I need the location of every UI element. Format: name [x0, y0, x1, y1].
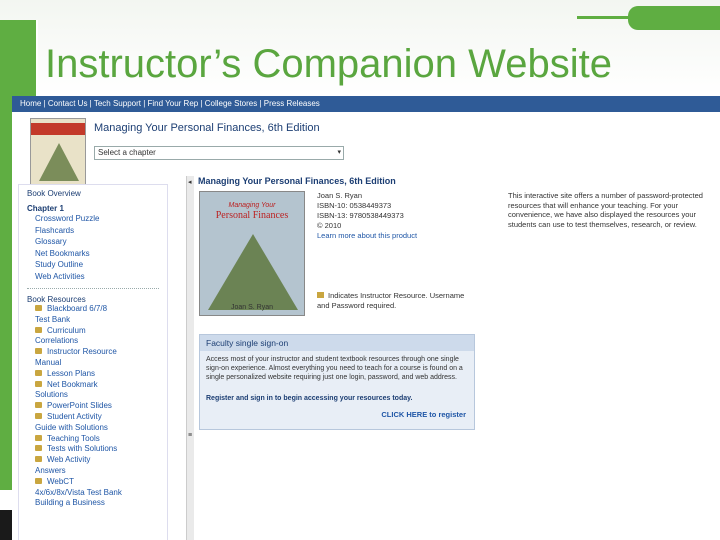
slide-decorative-line [577, 16, 632, 19]
resource-tests-solutions[interactable]: Tests with Solutions [19, 444, 167, 455]
left-navigation-panel [18, 184, 168, 540]
resource-net-bookmark-cont[interactable]: Solutions [35, 390, 68, 400]
chapter-select-value: Select a chapter [98, 148, 156, 157]
resource-instructor-manual-cont[interactable]: Manual [35, 357, 62, 367]
book-overview-heading[interactable]: Book Overview [27, 189, 81, 198]
meta-copyright: © 2010 [317, 221, 342, 230]
resource-student-activity-cont[interactable]: Guide with Solutions [35, 422, 108, 432]
chapter-select-dropdown[interactable] [94, 146, 344, 160]
slide-decorative-tab [628, 6, 720, 30]
meta-isbn10: ISBN-10: 0538449373 [317, 201, 392, 210]
lock-icon [35, 456, 42, 462]
link-glossary[interactable]: Glossary [35, 237, 67, 246]
lock-icon [35, 445, 42, 451]
resource-curriculum-cont[interactable]: Correlations [35, 336, 79, 346]
resource-lesson-plans[interactable]: Lesson Plans [19, 369, 167, 380]
nav-divider [27, 288, 159, 289]
book-resources-heading: Book Resources [27, 295, 86, 304]
lock-icon [35, 305, 42, 311]
website-screenshot [12, 96, 720, 540]
nav-press-releases[interactable]: Press Releases [263, 99, 320, 108]
sso-register-text: Register and sign in to begin accessing your resources today. [206, 395, 413, 402]
site-description: This interactive site offers a number of password-protected resources that will enhance your teaching. For your convenience, we have also displayed the resources your students can use to test themselves, research, or review. [508, 191, 703, 229]
main-book-title: Managing Your Personal Finances, 6th Edition [198, 176, 396, 186]
lock-legend-text: Indicates Instructor Resource. Username and Password required. [317, 291, 465, 310]
resource-building-business[interactable]: Building a Business [35, 498, 105, 508]
cover-author: Joan S. Ryan [230, 304, 274, 311]
chevron-down-icon: ▾ [337, 149, 341, 156]
lock-icon [35, 370, 42, 376]
slide-bottom-corner [0, 510, 12, 540]
link-study-outline[interactable]: Study Outline [35, 260, 84, 269]
nav-contact-us[interactable]: Contact Us [47, 99, 88, 108]
resource-blackboard[interactable]: Blackboard 6/7/8 [19, 304, 167, 315]
lock-icon [35, 327, 42, 333]
lock-icon [35, 478, 42, 484]
lock-icon [35, 413, 42, 419]
nav-find-your-rep[interactable]: Find Your Rep [147, 99, 199, 108]
link-crossword-puzzle[interactable]: Crossword Puzzle [35, 214, 100, 223]
resource-web-activity[interactable]: Web Activity [19, 455, 167, 466]
book-metadata [317, 191, 497, 241]
lock-icon [35, 435, 42, 441]
resource-web-activity-cont[interactable]: Answers [35, 465, 66, 475]
book-cover-thumbnail [30, 118, 86, 188]
lock-legend [317, 291, 477, 310]
resource-curriculum[interactable]: Curriculum [19, 326, 167, 337]
link-net-bookmarks[interactable]: Net Bookmarks [35, 248, 90, 258]
site-book-title: Managing Your Personal Finances, 6th Edition [94, 122, 320, 134]
chapter-heading: Chapter 1 [27, 204, 64, 213]
thumbnail-title-band [31, 123, 85, 135]
nav-tech-support[interactable]: Tech Support [93, 99, 141, 108]
lock-icon [35, 402, 42, 408]
resource-powerpoint[interactable]: PowerPoint Slides [19, 401, 167, 412]
resource-webct[interactable]: WebCT [19, 477, 167, 488]
collapse-arrow-icon[interactable]: ◂ [188, 179, 192, 186]
thumbnail-card-pyramid [39, 143, 79, 181]
resource-net-bookmark[interactable]: Net Bookmark [19, 380, 167, 391]
link-flashcards[interactable]: Flashcards [35, 225, 75, 235]
cover-title-line2: Personal Finances [215, 210, 289, 221]
lock-icon [317, 292, 324, 298]
meta-isbn13: ISBN-13: 9780538449373 [317, 211, 404, 220]
resource-instructor-manual[interactable]: Instructor Resource [19, 347, 167, 358]
cover-title-line1: Managing Your [228, 202, 276, 209]
faculty-sso-box [199, 334, 475, 430]
sso-heading: Faculty single sign-on [200, 335, 474, 351]
lock-icon [35, 348, 42, 354]
link-web-activities[interactable]: Web Activities [35, 271, 85, 281]
slide-title: Instructor’s Companion Website [45, 42, 612, 86]
top-navigation-bar: Home | Contact Us | Tech Support | Find Your Rep | College Stores | Press Releases [12, 96, 720, 112]
meta-author: Joan S. Ryan [317, 191, 363, 200]
lock-icon [35, 381, 42, 387]
splitter-grip-icon[interactable]: ≡ [188, 432, 193, 439]
nav-home[interactable]: Home [20, 99, 42, 108]
resource-webct-cont[interactable]: 4x/6x/8x/Vista Test Bank [35, 487, 122, 497]
learn-more-link[interactable]: Learn more about this product [317, 231, 418, 240]
resource-blackboard-cont[interactable]: Test Bank [35, 314, 71, 324]
register-link[interactable]: CLICK HERE to register [381, 410, 466, 419]
resource-teaching-tools[interactable]: Teaching Tools [19, 434, 167, 445]
book-cover-image [199, 191, 305, 316]
nav-college-stores[interactable]: College Stores [204, 99, 258, 108]
panel-splitter[interactable] [186, 176, 194, 540]
sso-body: Access most of your instructor and student textbook resources through one single sign-on experience. Almost everything you need to teach for a course is found on a single personalized website requiring just one login, password, and web address. [206, 356, 463, 381]
resource-student-activity[interactable]: Student Activity [19, 412, 167, 423]
cover-card-pyramid [208, 234, 298, 310]
